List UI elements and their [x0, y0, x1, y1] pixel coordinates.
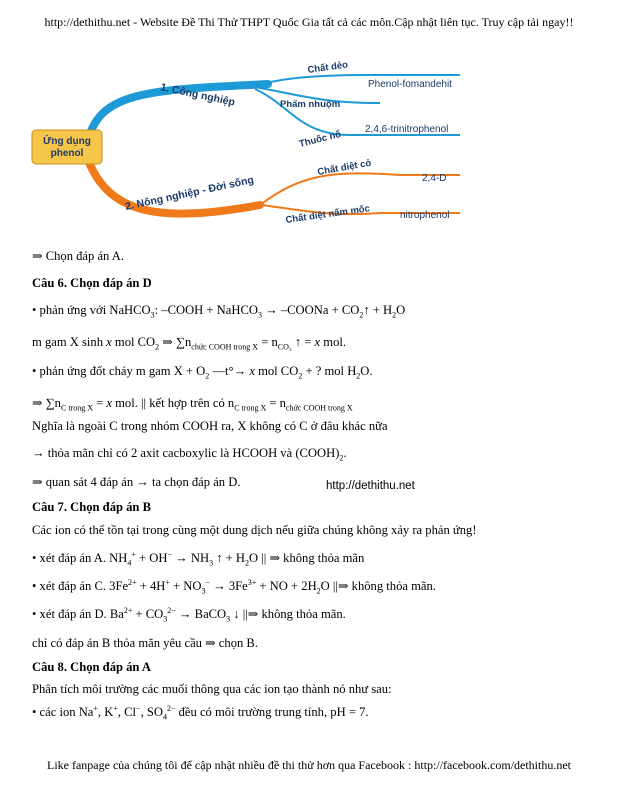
- q7-line-2: • xét đáp án A. $NH_4^+ + OH^- \to NH_3$ ↑ + $H_2O$ || ⇒ không thỏa mãn: [32, 549, 365, 568]
- child-pham-nhuom: Phẩm nhuộm: [280, 99, 341, 110]
- question-7-title: Câu 7. Chọn đáp án B: [32, 500, 151, 514]
- q6-line-4: ⇒ $\sum n_{C trong X} = x$ mol. || kết hợp trên có $n_{C trong X} = n_{chức COOH trong X}$: [32, 396, 353, 413]
- q6-line-3: • phản ứng đốt cháy m gam $X + O_2$ —t°→ x mol $CO_2$ + ? mol $H_2O$.: [32, 364, 373, 381]
- q7-line-4: • xét đáp án D. $Ba^{2+} + CO_3^{2-}$ → BaCO$_3$ ↓ ||⇒ không thỏa mãn.: [32, 605, 346, 624]
- q7-line-1: Các ion có thể tồn tại trong cùng một dung dịch nếu giữa chúng không xảy ra phản ứng!: [32, 523, 477, 537]
- child-chat-deo: Chất dẻo: [306, 59, 349, 76]
- industry-label: 1. Công nghiệp: [159, 81, 237, 109]
- detail-phenol-fomandehit: Phenol-fomandehit: [368, 79, 452, 90]
- mindmap-diagram: [0, 35, 618, 240]
- q6-line-2: m gam X sinh x mol $CO_2$ ⇒ $\sum n_{chức COOH trong X} = n_{CO_2}$ ↑ = x mol.: [32, 335, 347, 352]
- mindmap-root-line2: phenol: [50, 148, 84, 159]
- question-6-title: Câu 6. Chọn đáp án D: [32, 276, 152, 290]
- watermark-link[interactable]: http://dethithu.net: [326, 480, 415, 492]
- answer-5: ⇒ Chọn đáp án A.: [32, 249, 125, 263]
- detail-trinitrophenol: 2,4,6-trinitrophenol: [365, 124, 449, 135]
- q7-line-3: • xét đáp án C. $3Fe^{2+} + 4H^+ + NO_3^- \to 3Fe^{3+}$ + NO + $2H_2O$ ||⇒ không thỏa mãn.: [32, 577, 436, 596]
- child-chat-diet-nam-moc: Chất diệt nấm mốc: [284, 203, 371, 226]
- page-footer: Like fanpage của chúng tôi để cập nhật nhiều đề thi thử hơn qua Facebook : http://facebook.com/dethithu.net: [46, 758, 572, 772]
- q8-line-2: • các ion Na+, K+, Cl−, $SO_4^{2-}$ đều có môi trường trung tính, pH = 7.: [32, 703, 369, 722]
- q8-line-1: Phân tích môi trường các muối thông qua các ion tạo thành nó như sau:: [32, 682, 392, 696]
- detail-24d: 2,4-D: [422, 173, 447, 184]
- question-8-title: Câu 8. Chọn đáp án A: [32, 660, 151, 674]
- page-header: http://dethithu.net - Website Đề Thi Thử THPT Quốc Gia tất cả các môn.Cập nhật liên tục. Truy cập tải ngay!!: [44, 15, 574, 29]
- q6-line-7: ⇒ quan sát 4 đáp án → ta chọn đáp án D.: [32, 475, 241, 489]
- q6-line-5: Nghĩa là ngoài C trong nhóm COOH ra, X không có C ở đâu khác nữa: [32, 419, 388, 433]
- child-chat-diet-co: Chất diệt cỏ: [316, 157, 373, 178]
- q7-line-5: chỉ có đáp án B thỏa mãn yêu cầu ⇒ chọn B.: [32, 636, 258, 650]
- agri-label: 2. Nông nghiệp - Đời sống: [124, 173, 255, 213]
- q6-line-1: • phản ứng với NaHCO$_3$: –COOH + NaHCO$_3$ → –COONa + $CO_2↑ + H_2O$: [32, 303, 406, 320]
- q6-line-6: → thỏa mãn chỉ có 2 axit cacboxylic là HCOOH và $(COOH)_2$.: [32, 446, 347, 463]
- detail-nitrophenol: nitrophenol: [400, 210, 450, 221]
- child-thuoc-no: Thuốc nổ: [298, 128, 343, 150]
- mindmap-root-line1: Ứng dụng: [43, 136, 91, 147]
